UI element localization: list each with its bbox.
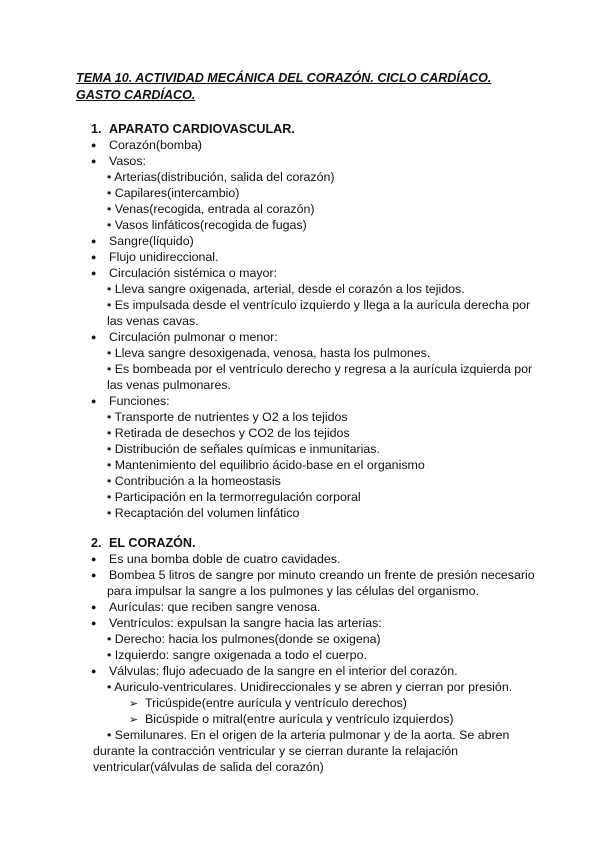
bullet-icon: ● [91,602,97,612]
sub-list-item: • Retirada de desechos y CO2 de los tejidos [107,426,350,440]
list-item: ● Ventrículos: expulsan la sangre hacia las arterias: [91,616,382,630]
bullet-icon: ● [91,140,97,150]
list-item: ● Es una bomba doble de cuatro cavidades. [91,552,341,566]
sub-list-item: • Lleva sangre desoxigenada, venosa, hasta los pulmones. [107,346,431,360]
list-item: ● Circulación sistémica o mayor: [91,266,278,280]
sub-list-item: • Es bombeada por el ventrículo derecho y regresa a la aurícula izquierda por [107,362,533,376]
list-item: ● Bombea 5 litros de sangre por minuto creando un frente de presión necesario [91,568,535,582]
list-item: ● Vasos: [91,154,146,168]
section-title: APARATO CARDIOVASCULAR. [109,122,295,136]
bullet-icon: ● [91,236,97,246]
sub-list-item: • Auriculo-ventriculares. Unidireccionales y se abren y cierran por presión. [107,680,513,694]
list-item: ● Sangre(líquido) [91,234,194,248]
list-item: ● Flujo unidireccional. [91,250,219,264]
continuation-line: para impulsar la sangre a los pulmones y las células del organismo. [107,584,479,598]
bullet-icon: ● [91,252,97,262]
continuation-line: las venas pulmonares. [107,378,231,392]
bullet-icon: ● [91,396,97,406]
continuation-line: durante la contracción ventricular y se cierran durante la relajación [93,744,459,758]
continuation-line: ventricular(válvulas de salida del corazón) [93,760,324,774]
section-number: 1. [91,122,102,136]
page-title: TEMA 10. ACTIVIDAD MECÁNICA DEL CORAZÓN. CICLO CARDÍACO. GASTO CARDÍACO. [76,71,492,102]
list-item: ● Corazón(bomba) [91,138,202,152]
sub-list-item: • Contribución a la homeostasis [107,474,281,488]
list-item: ● Circulación pulmonar o menor: [91,330,278,344]
sub-list-item: • Lleva sangre oxigenada, arterial, desde el corazón a los tejidos. [107,282,465,296]
sub-list-item: • Mantenimiento del equilibrio ácido-base en el organismo [107,458,425,472]
sub-list-item: • Es impulsada desde el ventrículo izquierdo y llega a la aurícula derecha por [107,298,531,312]
bullet-icon: ● [91,156,97,166]
bullet-icon: ● [91,268,97,278]
sub-list-item: • Vasos linfáticos(recogida de fugas) [107,218,307,232]
nested-list-item: ➢ Tricúspide(entre aurícula y ventrículo derechos) [129,696,407,710]
section-number: 2. [91,536,102,550]
sub-list-item: • Capilares(intercambio) [107,186,240,200]
bullet-icon: ● [91,570,97,580]
bullet-icon: ● [91,618,97,628]
continuation-line: las venas cavas. [107,314,199,328]
sub-list-item: • Derecho: hacia los pulmones(donde se oxigena) [107,632,381,646]
sub-list-item: • Distribución de señales químicas e inmunitarias. [107,442,380,456]
arrow-bullet-icon: ➢ [129,698,139,710]
list-item: ● Válvulas: flujo adecuado de la sangre en el interior del corazón. [91,664,458,678]
sub-list-item: • Recaptación del volumen linfático [107,506,300,520]
bullet-icon: ● [91,666,97,676]
section-heading-2 [91,535,196,551]
bullet-icon: ● [91,332,97,342]
sub-list-item: • Transporte de nutrientes y O2 a los tejidos [107,410,348,424]
nested-list-item: ➢ Bicúspide o mitral(entre aurícula y ventrículo izquierdos) [129,712,454,726]
section-heading-1 [91,121,295,137]
sub-list-item: • Semilunares. En el origen de la arteria pulmonar y de la aorta. Se abren [107,728,510,742]
list-item: ● Aurículas: que reciben sangre venosa. [91,600,321,614]
section-title: EL CORAZÓN. [109,536,196,550]
sub-list-item: • Izquierdo: sangre oxigenada a todo el cuerpo. [107,648,367,662]
sub-list-item: • Arterias(distribución, salida del corazón) [107,170,335,184]
list-item: ● Funciones: [91,394,170,408]
bullet-icon: ● [91,554,97,564]
sub-list-item: • Venas(recogida, entrada al corazón) [107,202,315,216]
sub-list-item: • Participación en la termorregulación corporal [107,490,361,504]
arrow-bullet-icon: ➢ [129,714,139,726]
